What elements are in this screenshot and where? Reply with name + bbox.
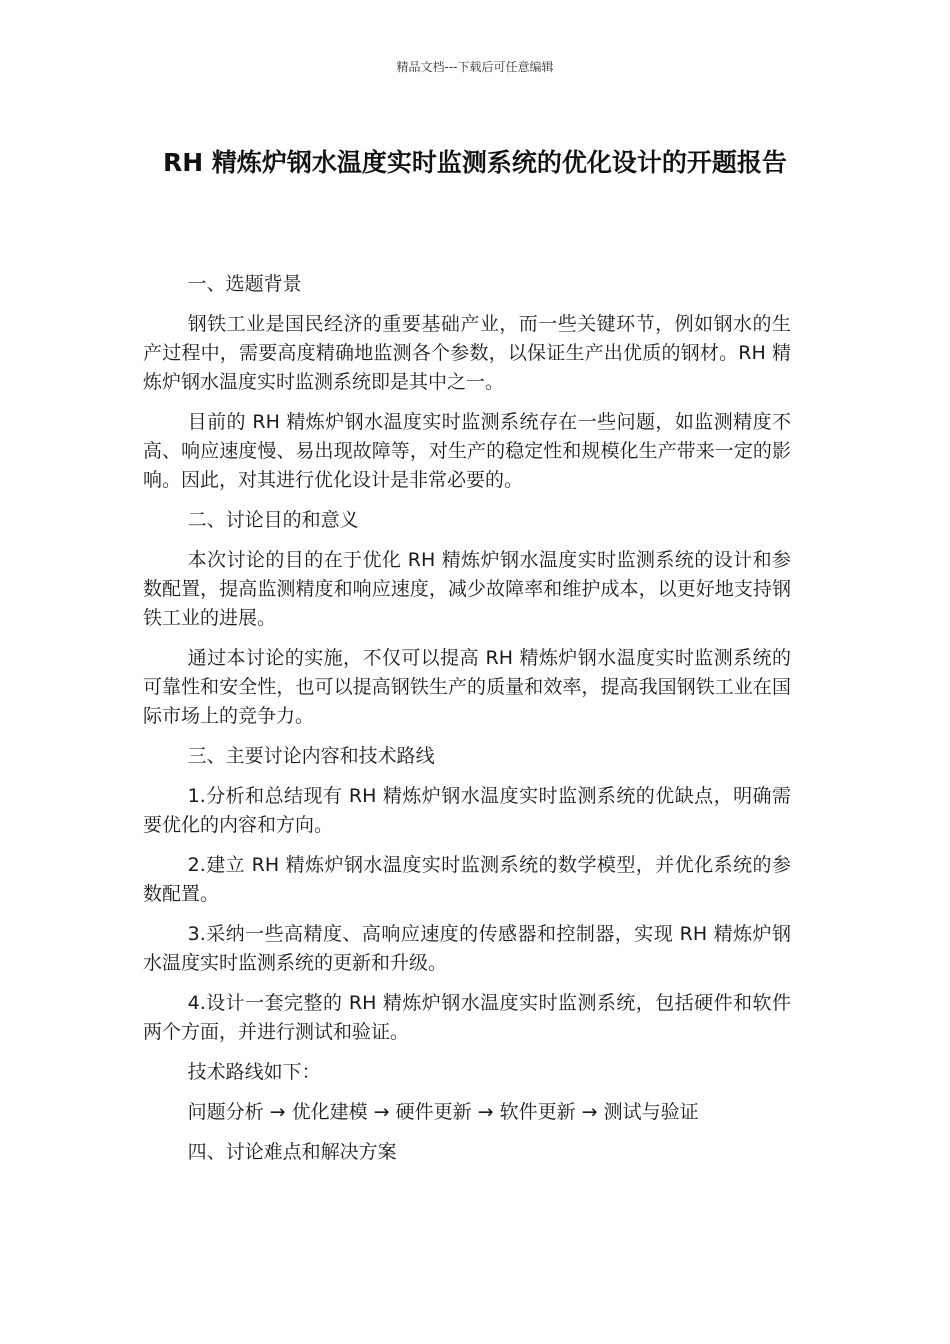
paragraph-purpose-2: 通过本讨论的实施，不仅可以提高 RH 精炼炉钢水温度实时监测系统的可靠性和安全性，也可以提高钢铁生产的质量和效率，提高我国钢铁工业在国际市场上的竞争力。: [143, 647, 791, 727]
paragraph-background-1: 钢铁工业是国民经济的重要基础产业，而一些关键环节，例如钢水的生产过程中，需要高度精确地监测各个参数，以保证生产出优质的钢材。RH 精炼炉钢水温度实时监测系统即是其中之一。: [143, 313, 791, 393]
header-note: 精品文档---下载后可任意编辑: [396, 60, 554, 74]
section-heading-purpose: 二、讨论目的和意义: [187, 509, 359, 531]
route-label: 技术路线如下：: [187, 1061, 321, 1083]
paragraph-background-2: 目前的 RH 精炼炉钢水温度实时监测系统存在一些问题，如监测精度不高、响应速度慢、易出现故障等，对生产的稳定性和规模化生产带来一定的影响。因此，对其进行优化设计是非常必要的。: [143, 411, 791, 491]
list-item-1: 1.分析和总结现有 RH 精炼炉钢水温度实时监测系统的优缺点，明确需要优化的内容和方向。: [143, 785, 791, 836]
document-title: RH 精炼炉钢水温度实时监测系统的优化设计的开题报告: [163, 148, 787, 177]
section-heading-difficulties: 四、讨论难点和解决方案: [187, 1141, 397, 1163]
section-heading-background: 一、选题背景: [187, 273, 302, 295]
list-item-4: 4.设计一套完整的 RH 精炼炉钢水温度实时监测系统，包括硬件和软件两个方面，并进行测试和验证。: [143, 992, 791, 1043]
document-body: [143, 270, 791, 1178]
list-item-3: 3.采纳一些高精度、高响应速度的传感器和控制器，实现 RH 精炼炉钢水温度实时监测系统的更新和升级。: [143, 923, 791, 974]
route-flow: 问题分析 → 优化建模 → 硬件更新 → 软件更新 → 测试与验证: [187, 1101, 699, 1123]
list-item-2: 2.建立 RH 精炼炉钢水温度实时监测系统的数学模型，并优化系统的参数配置。: [143, 854, 791, 905]
section-heading-content: 三、主要讨论内容和技术路线: [187, 745, 435, 767]
paragraph-purpose-1: 本次讨论的目的在于优化 RH 精炼炉钢水温度实时监测系统的设计和参数配置，提高监测精度和响应速度，减少故障率和维护成本，以更好地支持钢铁工业的进展。: [143, 549, 791, 629]
